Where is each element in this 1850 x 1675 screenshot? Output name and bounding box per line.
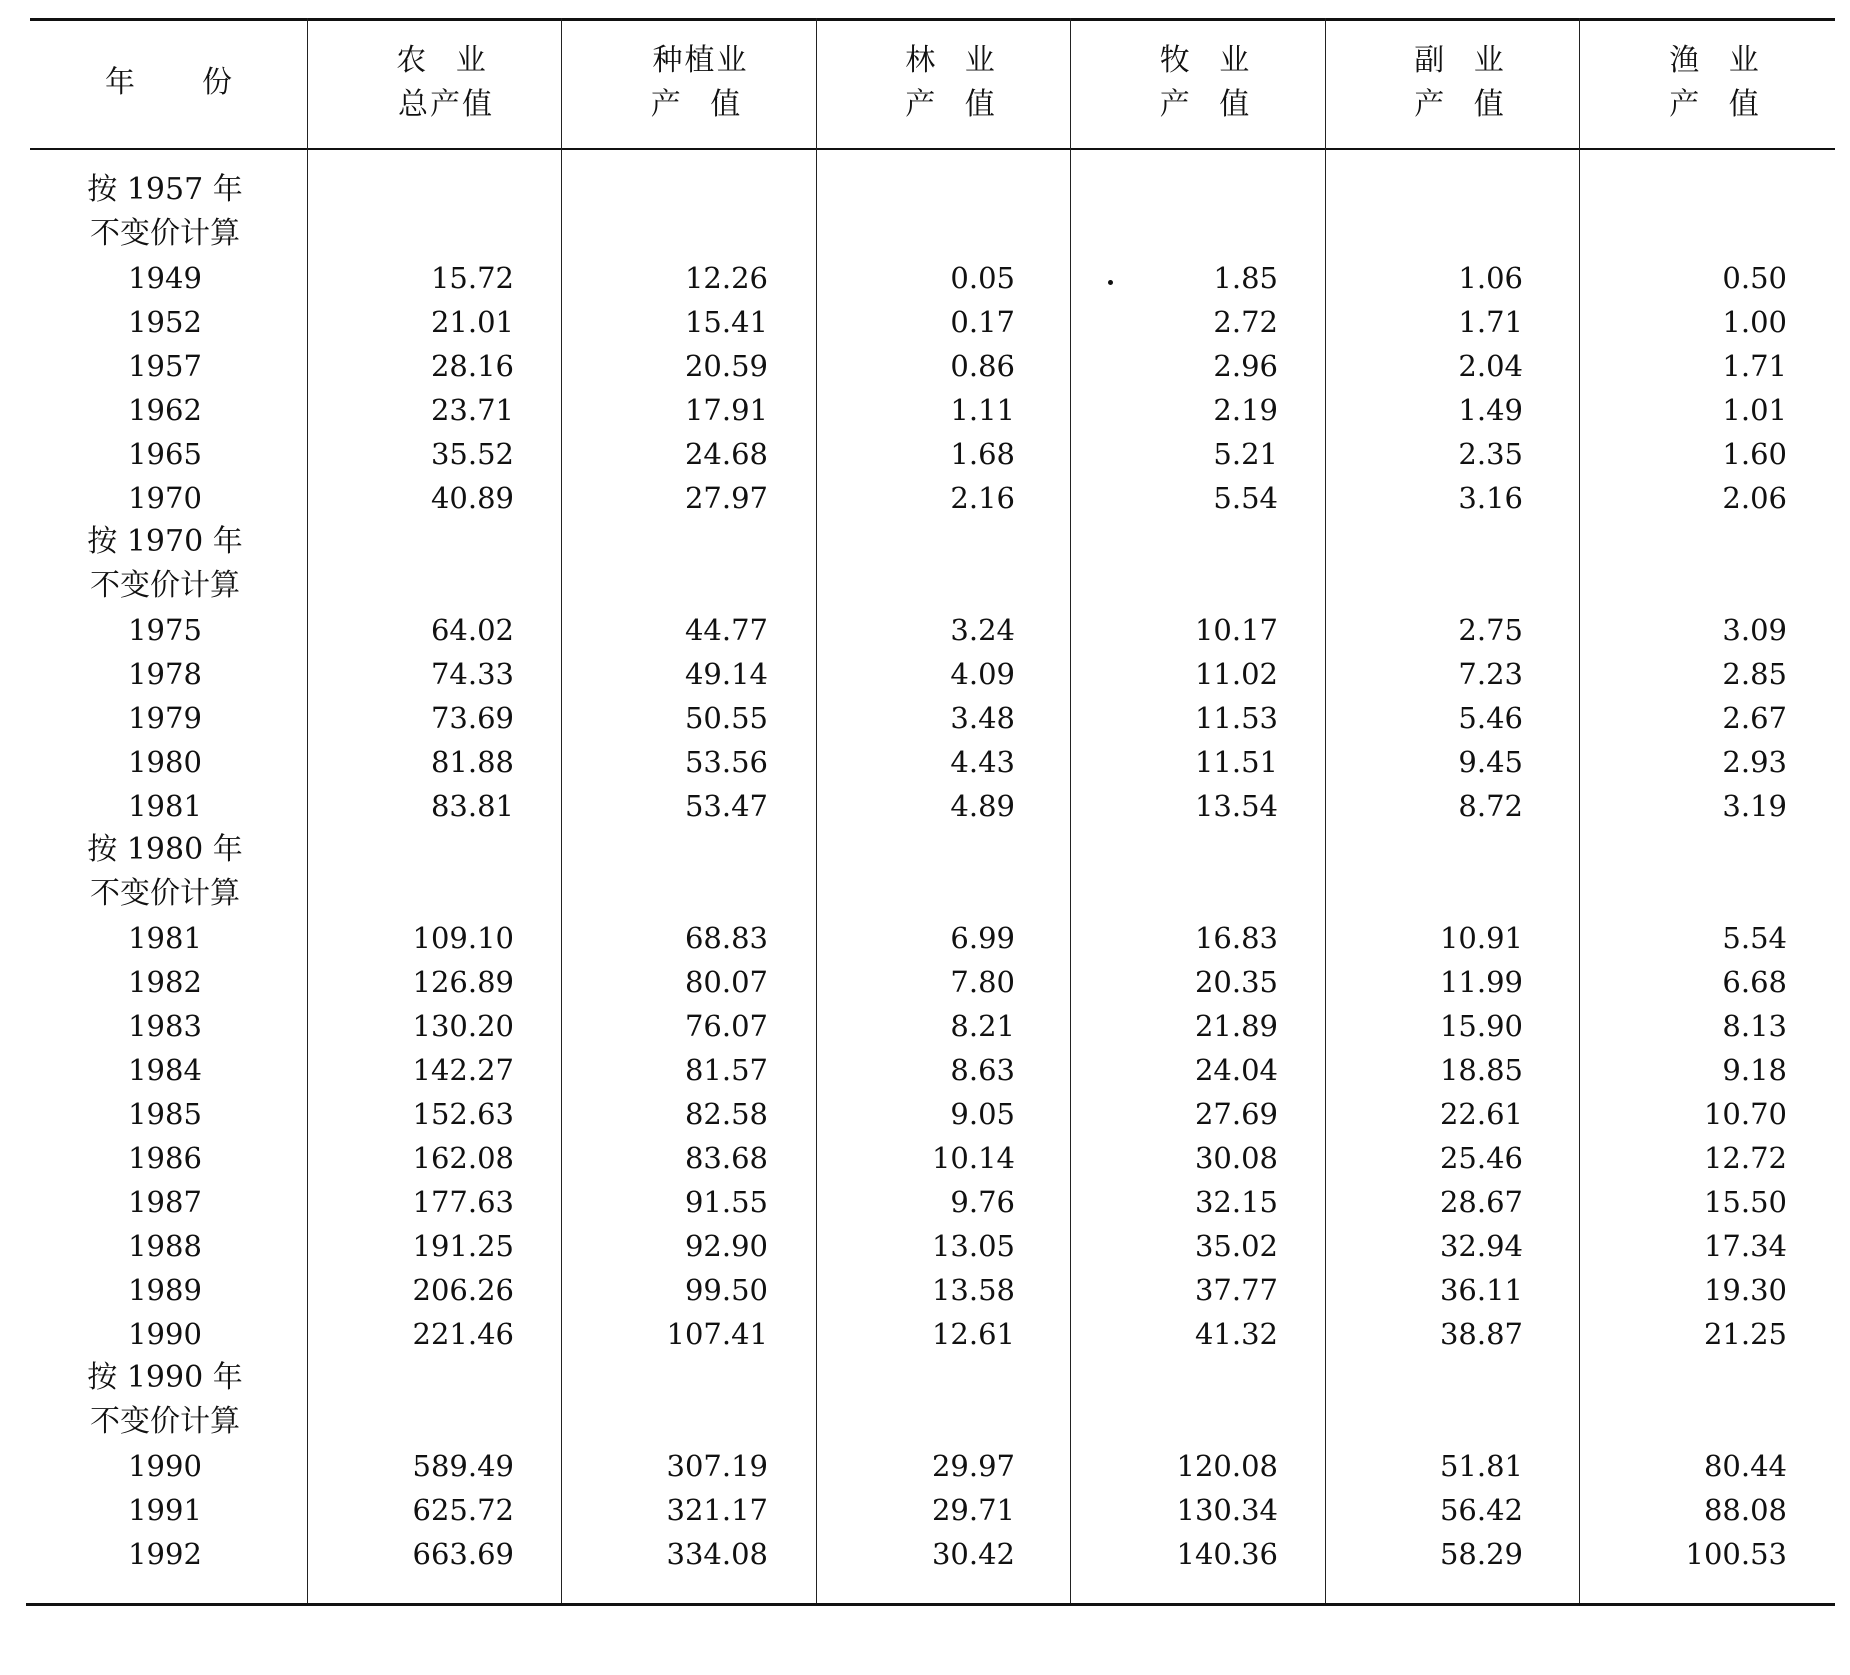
year-cell: 1990: [128, 1449, 202, 1483]
total-value-cell: 206.26: [412, 1273, 514, 1307]
sideline-value-cell: 32.94: [1439, 1229, 1523, 1263]
sideline-value-cell: 15.90: [1439, 1009, 1523, 1043]
forestry-value-cell: 0.86: [950, 349, 1015, 383]
crop-value-cell: 91.55: [684, 1185, 768, 1219]
forestry-value-cell: 8.21: [950, 1009, 1015, 1043]
section-label-line1: 按 1980 年: [87, 832, 243, 867]
fishery-value-cell: 15.50: [1703, 1185, 1787, 1219]
forestry-value-cell: 4.09: [950, 657, 1015, 691]
fishery-value-cell: 100.53: [1685, 1537, 1787, 1571]
total-value-cell: 130.20: [412, 1009, 514, 1043]
header-sideline-line1: 副 业: [1414, 43, 1514, 78]
crop-value-cell: 15.41: [684, 305, 768, 339]
year-cell: 1990: [128, 1317, 202, 1351]
sideline-value-cell: 2.35: [1458, 437, 1523, 471]
fishery-value-cell: 80.44: [1703, 1449, 1787, 1483]
livestock-value-cell: 16.83: [1194, 921, 1278, 955]
year-cell: 1979: [128, 701, 202, 735]
crop-value-cell: 44.77: [684, 613, 768, 647]
total-value-cell: 35.52: [430, 437, 514, 471]
header-total-line1: 农 业: [396, 43, 496, 78]
fishery-value-cell: 88.08: [1703, 1493, 1787, 1527]
section-label-line1: 按 1970 年: [87, 524, 243, 559]
header-livestock: [1070, 18, 1337, 148]
header-sideline-line2: 产 值: [1414, 87, 1514, 122]
forestry-value-cell: 4.89: [950, 789, 1015, 823]
year-cell: 1978: [128, 657, 202, 691]
livestock-value-cell: 2.72: [1213, 305, 1278, 339]
total-value-cell: 73.69: [430, 701, 514, 735]
year-cell: 1982: [128, 965, 202, 999]
forestry-value-cell: 29.71: [931, 1493, 1015, 1527]
fishery-value-cell: 1.71: [1722, 349, 1787, 383]
sideline-value-cell: 56.42: [1439, 1493, 1523, 1527]
crop-value-cell: 92.90: [684, 1229, 768, 1263]
year-cell: 1984: [128, 1053, 202, 1087]
year-cell: 1957: [128, 349, 202, 383]
sideline-value-cell: 2.04: [1458, 349, 1523, 383]
crop-value-cell: 307.19: [666, 1449, 768, 1483]
year-cell: 1992: [128, 1537, 202, 1571]
total-value-cell: 15.72: [430, 261, 514, 295]
fishery-value-cell: 5.54: [1722, 921, 1787, 955]
table-row: [30, 1092, 1835, 1136]
sideline-value-cell: 7.23: [1458, 657, 1523, 691]
header-forestry-line2: 产 值: [905, 87, 1005, 122]
header-sideline: [1325, 18, 1591, 148]
livestock-value-cell: 13.54: [1194, 789, 1278, 823]
table-row: [30, 1224, 1835, 1268]
forestry-value-cell: 7.80: [950, 965, 1015, 999]
year-cell: 1983: [128, 1009, 202, 1043]
forestry-value-cell: 6.99: [950, 921, 1015, 955]
fishery-value-cell: 6.68: [1722, 965, 1787, 999]
sideline-value-cell: 28.67: [1439, 1185, 1523, 1219]
total-value-cell: 21.01: [430, 305, 514, 339]
sideline-value-cell: 5.46: [1458, 701, 1523, 735]
forestry-value-cell: 3.24: [950, 613, 1015, 647]
forestry-value-cell: 13.58: [931, 1273, 1015, 1307]
sideline-value-cell: 22.61: [1439, 1097, 1523, 1131]
livestock-value-cell: 10.17: [1194, 613, 1278, 647]
table-row: [30, 696, 1835, 740]
fishery-value-cell: 3.19: [1722, 789, 1787, 823]
total-value-cell: 177.63: [412, 1185, 514, 1219]
livestock-value-cell: 130.34: [1176, 1493, 1278, 1527]
forestry-value-cell: 13.05: [931, 1229, 1015, 1263]
forestry-value-cell: 29.97: [931, 1449, 1015, 1483]
crop-value-cell: 24.68: [684, 437, 768, 471]
total-value-cell: 625.72: [412, 1493, 514, 1527]
table-row: [30, 300, 1835, 344]
year-cell: 1989: [128, 1273, 202, 1307]
forestry-value-cell: 4.43: [950, 745, 1015, 779]
header-fishery: [1579, 18, 1847, 148]
table-row: [30, 256, 1835, 300]
crop-value-cell: 80.07: [684, 965, 768, 999]
crop-value-cell: 53.47: [684, 789, 768, 823]
livestock-value-cell: 11.53: [1194, 701, 1278, 735]
total-value-cell: 162.08: [412, 1141, 514, 1175]
year-cell: 1952: [128, 305, 202, 339]
total-value-cell: 23.71: [430, 393, 514, 427]
fishery-value-cell: 21.25: [1703, 1317, 1787, 1351]
fishery-value-cell: 2.93: [1722, 745, 1787, 779]
livestock-value-cell: 120.08: [1176, 1449, 1278, 1483]
livestock-value-cell: 2.96: [1213, 349, 1278, 383]
header-total: [307, 18, 573, 148]
crop-value-cell: 321.17: [666, 1493, 768, 1527]
total-value-cell: 221.46: [412, 1317, 514, 1351]
year-cell: 1987: [128, 1185, 202, 1219]
forestry-value-cell: 9.05: [950, 1097, 1015, 1131]
livestock-value-cell: 5.21: [1213, 437, 1278, 471]
forestry-value-cell: 1.68: [950, 437, 1015, 471]
crop-value-cell: 81.57: [684, 1053, 768, 1087]
forestry-value-cell: 0.05: [950, 261, 1015, 295]
forestry-value-cell: 3.48: [950, 701, 1015, 735]
table-row: [30, 784, 1835, 828]
fishery-value-cell: 2.85: [1722, 657, 1787, 691]
total-value-cell: 663.69: [412, 1537, 514, 1571]
table-row: [30, 740, 1835, 784]
fishery-value-cell: 3.09: [1722, 613, 1787, 647]
fishery-value-cell: 9.18: [1722, 1053, 1787, 1087]
crop-value-cell: 83.68: [684, 1141, 768, 1175]
forestry-value-cell: 2.16: [950, 481, 1015, 515]
livestock-value-cell: 35.02: [1194, 1229, 1278, 1263]
section-label: [30, 828, 1835, 916]
fishery-value-cell: 1.60: [1722, 437, 1787, 471]
header-fishery-line2: 产 值: [1669, 87, 1769, 122]
table-row: [30, 476, 1835, 520]
year-cell: 1965: [128, 437, 202, 471]
total-value-cell: 64.02: [430, 613, 514, 647]
livestock-value-cell: 21.89: [1194, 1009, 1278, 1043]
year-cell: 1981: [128, 921, 202, 955]
total-value-cell: 126.89: [412, 965, 514, 999]
forestry-value-cell: 9.76: [950, 1185, 1015, 1219]
header-year: [30, 18, 307, 148]
livestock-value-cell: 24.04: [1194, 1053, 1278, 1087]
section-label-line1: 按 1957 年: [87, 172, 243, 207]
crop-value-cell: 334.08: [666, 1537, 768, 1571]
crop-value-cell: 76.07: [684, 1009, 768, 1043]
fishery-value-cell: 1.01: [1722, 393, 1787, 427]
section-label-line2: 不变价计算: [90, 1404, 240, 1439]
total-value-cell: 589.49: [412, 1449, 514, 1483]
livestock-value-cell: 140.36: [1176, 1537, 1278, 1571]
header-crop: [561, 18, 828, 148]
crop-value-cell: 82.58: [684, 1097, 768, 1131]
total-value-cell: 191.25: [412, 1229, 514, 1263]
fishery-value-cell: 0.50: [1722, 261, 1787, 295]
livestock-value-cell: 37.77: [1194, 1273, 1278, 1307]
table-row: [30, 1136, 1835, 1180]
sideline-value-cell: 25.46: [1439, 1141, 1523, 1175]
forestry-value-cell: 0.17: [950, 305, 1015, 339]
fishery-value-cell: 17.34: [1703, 1229, 1787, 1263]
table-body: [30, 168, 1835, 1576]
crop-value-cell: 49.14: [684, 657, 768, 691]
total-value-cell: 81.88: [430, 745, 514, 779]
fishery-value-cell: 19.30: [1703, 1273, 1787, 1307]
sideline-value-cell: 58.29: [1439, 1537, 1523, 1571]
fishery-value-cell: 12.72: [1703, 1141, 1787, 1175]
table-row: [30, 388, 1835, 432]
sideline-value-cell: 3.16: [1458, 481, 1523, 515]
year-cell: 1970: [128, 481, 202, 515]
crop-value-cell: 27.97: [684, 481, 768, 515]
crop-value-cell: 68.83: [684, 921, 768, 955]
sideline-value-cell: 51.81: [1439, 1449, 1523, 1483]
crop-value-cell: 17.91: [684, 393, 768, 427]
sideline-value-cell: 8.72: [1458, 789, 1523, 823]
header-bottom-rule: [30, 148, 1835, 150]
sideline-value-cell: 36.11: [1439, 1273, 1523, 1307]
header-forestry: [816, 18, 1082, 148]
section-label-line2: 不变价计算: [90, 876, 240, 911]
total-value-cell: 83.81: [430, 789, 514, 823]
table-row: [30, 916, 1835, 960]
livestock-value-cell: 20.35: [1194, 965, 1278, 999]
sideline-value-cell: 1.71: [1458, 305, 1523, 339]
fishery-value-cell: 8.13: [1722, 1009, 1787, 1043]
fishery-value-cell: 2.67: [1722, 701, 1787, 735]
livestock-value-cell: 41.32: [1194, 1317, 1278, 1351]
header-crop-line2: 产 值: [650, 87, 751, 122]
sideline-value-cell: 2.75: [1458, 613, 1523, 647]
sideline-value-cell: 10.91: [1439, 921, 1523, 955]
table-row: [30, 1312, 1835, 1356]
forestry-value-cell: 12.61: [931, 1317, 1015, 1351]
table-row: [30, 1180, 1835, 1224]
sideline-value-cell: 18.85: [1439, 1053, 1523, 1087]
livestock-value-cell: 2.19: [1213, 393, 1278, 427]
livestock-value-cell: 11.02: [1194, 657, 1278, 691]
table-row: [30, 1048, 1835, 1092]
year-cell: 1986: [128, 1141, 202, 1175]
fishery-value-cell: 10.70: [1703, 1097, 1787, 1131]
forestry-value-cell: 8.63: [950, 1053, 1015, 1087]
sideline-value-cell: 9.45: [1458, 745, 1523, 779]
table-row: [30, 344, 1835, 388]
crop-value-cell: 99.50: [684, 1273, 768, 1307]
crop-value-cell: 107.41: [666, 1317, 768, 1351]
table-row: [30, 1532, 1835, 1576]
livestock-value-cell: 1.85: [1213, 261, 1278, 295]
header-year-char-1: 年: [104, 65, 135, 100]
year-cell: 1949: [128, 261, 202, 295]
header-forestry-line1: 林 业: [905, 43, 1005, 78]
livestock-value-cell: 11.51: [1194, 745, 1278, 779]
livestock-value-cell: 32.15: [1194, 1185, 1278, 1219]
total-value-cell: 152.63: [412, 1097, 514, 1131]
section-label-line2: 不变价计算: [90, 216, 240, 251]
year-cell: 1980: [128, 745, 202, 779]
table-row: [30, 652, 1835, 696]
livestock-value-cell: 30.08: [1194, 1141, 1278, 1175]
header-total-line2: 总产值: [398, 87, 494, 122]
year-cell: 1991: [128, 1493, 202, 1527]
crop-value-cell: 53.56: [684, 745, 768, 779]
table-row: [30, 608, 1835, 652]
total-value-cell: 142.27: [412, 1053, 514, 1087]
fishery-value-cell: 2.06: [1722, 481, 1787, 515]
table-row: [30, 432, 1835, 476]
header-livestock-line1: 牧 业: [1159, 43, 1260, 78]
section-label: [30, 1356, 1835, 1444]
header-year-char-2: 份: [202, 65, 233, 100]
livestock-value-cell: 5.54: [1213, 481, 1278, 515]
year-cell: 1988: [128, 1229, 202, 1263]
year-cell: 1981: [128, 789, 202, 823]
table-row: [30, 1444, 1835, 1488]
sideline-value-cell: 38.87: [1439, 1317, 1523, 1351]
section-label-line1: 按 1990 年: [87, 1360, 243, 1395]
year-cell: 1975: [128, 613, 202, 647]
section-label: [30, 168, 1835, 256]
year-cell: 1962: [128, 393, 202, 427]
total-value-cell: 109.10: [412, 921, 514, 955]
total-value-cell: 40.89: [430, 481, 514, 515]
livestock-value-cell: 27.69: [1194, 1097, 1278, 1131]
header-fishery-line1: 渔 业: [1669, 43, 1769, 78]
table-row: [30, 1488, 1835, 1532]
sideline-value-cell: 11.99: [1439, 965, 1523, 999]
year-cell: 1985: [128, 1097, 202, 1131]
fishery-value-cell: 1.00: [1722, 305, 1787, 339]
forestry-value-cell: 10.14: [931, 1141, 1015, 1175]
forestry-value-cell: 30.42: [931, 1537, 1015, 1571]
total-value-cell: 74.33: [430, 657, 514, 691]
table-row: [30, 1004, 1835, 1048]
header-crop-line1: 种植业: [652, 43, 749, 78]
table-row: [30, 1268, 1835, 1312]
total-value-cell: 28.16: [430, 349, 514, 383]
sideline-value-cell: 1.49: [1458, 393, 1523, 427]
header-livestock-line2: 产 值: [1159, 87, 1260, 122]
crop-value-cell: 12.26: [684, 261, 768, 295]
sideline-value-cell: 1.06: [1458, 261, 1523, 295]
section-label: [30, 520, 1835, 608]
table-bottom-rule: [26, 1603, 1835, 1606]
crop-value-cell: 50.55: [684, 701, 768, 735]
table-row: [30, 960, 1835, 1004]
section-label-line2: 不变价计算: [90, 568, 240, 603]
forestry-value-cell: 1.11: [950, 393, 1015, 427]
crop-value-cell: 20.59: [684, 349, 768, 383]
